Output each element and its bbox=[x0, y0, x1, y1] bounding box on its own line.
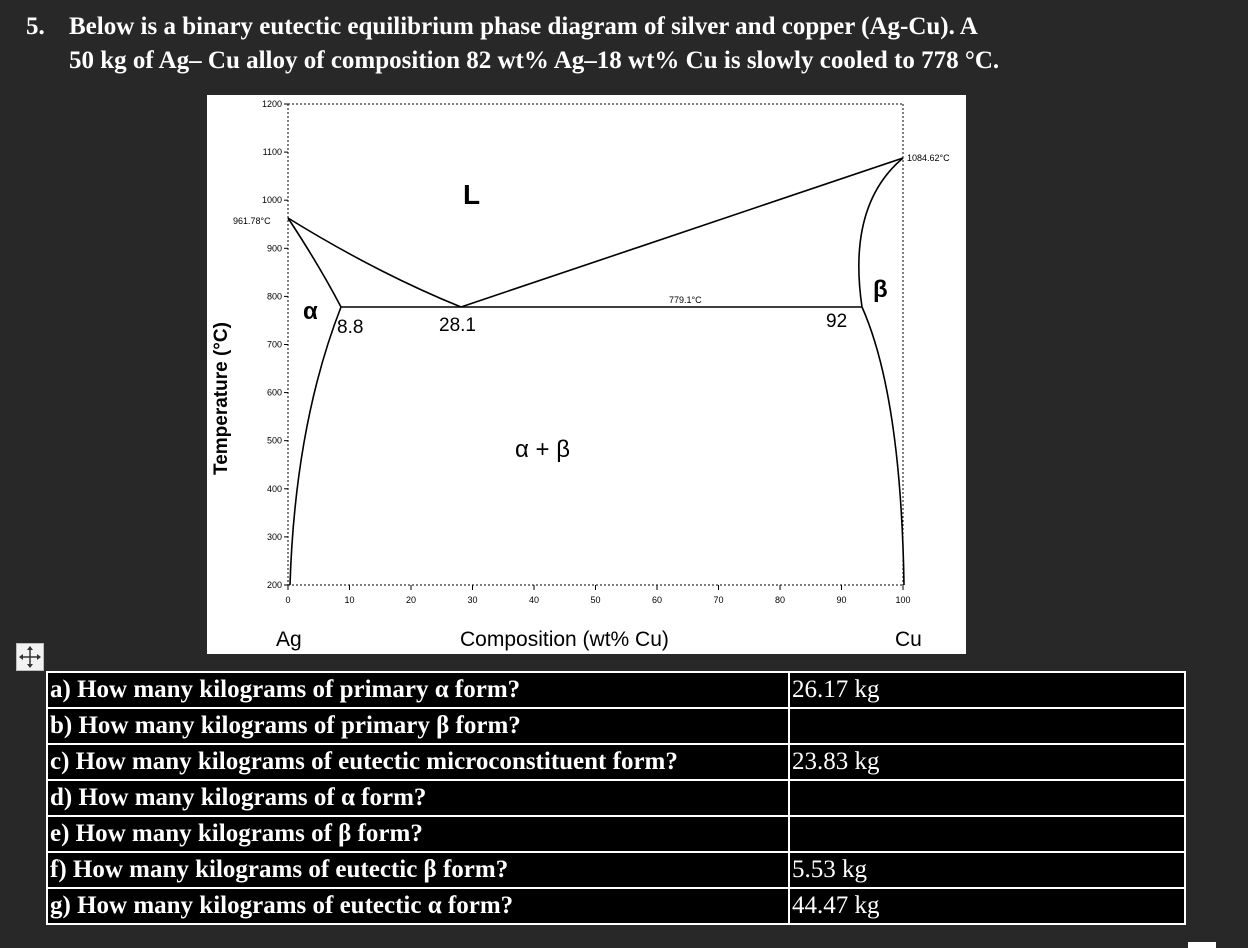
question-cell[interactable]: c) How many kilograms of eutectic microconstituent form? bbox=[47, 744, 789, 780]
liquidus-left bbox=[288, 218, 461, 307]
x-tick-label: 10 bbox=[344, 595, 355, 605]
beta-solubility-label: 92 bbox=[826, 311, 848, 332]
x-tick-label: 60 bbox=[651, 595, 663, 605]
y-tick-label: 1200 bbox=[261, 99, 282, 109]
answer-cell[interactable]: 5.53 kg bbox=[789, 852, 1185, 888]
question-cell[interactable]: a) How many kilograms of primary α form? bbox=[47, 672, 789, 708]
question-cell[interactable]: f) How many kilograms of eutectic β form? bbox=[47, 852, 789, 888]
cu-melting-label: 1084.62°C bbox=[907, 153, 950, 163]
y-tick-label: 1000 bbox=[261, 195, 282, 206]
liquidus-right bbox=[461, 158, 903, 307]
plot-frame bbox=[288, 104, 903, 585]
y-tick-label: 200 bbox=[266, 580, 282, 590]
phase-L-label: L bbox=[463, 179, 481, 210]
eutectic-temp-label: 779.1°C bbox=[669, 295, 702, 305]
phase-alpha-label: α bbox=[303, 298, 318, 325]
x-tick-label: 40 bbox=[528, 595, 540, 605]
alpha-solubility-label: 8.8 bbox=[337, 317, 364, 338]
eutectic-composition-label: 28.1 bbox=[439, 315, 476, 336]
y-tick-label: 300 bbox=[266, 531, 282, 542]
table-row bbox=[47, 672, 1185, 708]
table-row bbox=[47, 888, 1185, 924]
solidus-left bbox=[288, 218, 341, 307]
answer-cell[interactable] bbox=[789, 708, 1185, 744]
alpha-solvus bbox=[290, 307, 341, 585]
table-row bbox=[47, 780, 1185, 816]
table-resize-handle[interactable] bbox=[1188, 942, 1216, 948]
beta-solvus bbox=[862, 307, 904, 585]
table-row bbox=[47, 852, 1185, 888]
y-tick-label: 400 bbox=[266, 483, 282, 494]
answer-cell[interactable]: 44.47 kg bbox=[789, 888, 1185, 924]
x-tick-label: 80 bbox=[774, 595, 786, 605]
question-cell[interactable]: e) How many kilograms of β form? bbox=[47, 816, 789, 852]
y-tick-label: 900 bbox=[266, 243, 282, 254]
table-row bbox=[47, 816, 1185, 852]
question-cell[interactable]: b) How many kilograms of primary β form? bbox=[47, 708, 789, 744]
x-tick-label: 50 bbox=[590, 595, 601, 605]
y-axis-label: Temperature (°C) bbox=[211, 322, 232, 475]
left-component-label: Ag bbox=[276, 628, 302, 651]
y-tick-label: 800 bbox=[266, 291, 282, 302]
x-tick-label: 30 bbox=[467, 595, 478, 605]
x-tick-label: 0 bbox=[285, 595, 291, 605]
answers-table bbox=[46, 671, 1186, 925]
question-cell[interactable]: g) How many kilograms of eutectic α form? bbox=[47, 888, 789, 924]
right-component-label: Cu bbox=[895, 628, 922, 651]
phase-beta-label: β bbox=[873, 276, 888, 303]
table-move-handle[interactable] bbox=[16, 643, 44, 671]
y-tick-label: 500 bbox=[266, 435, 282, 446]
phase-diagram-svg bbox=[207, 95, 966, 654]
y-tick-label: 1100 bbox=[262, 147, 282, 158]
ag-melting-label: 961.78°C bbox=[233, 216, 271, 226]
y-tick-label: 700 bbox=[266, 339, 282, 350]
question-number: 5. bbox=[26, 13, 45, 40]
table-row bbox=[47, 708, 1185, 744]
table-row bbox=[47, 744, 1185, 780]
y-tick-label: 600 bbox=[266, 387, 282, 398]
question-line-2: 50 kg of Ag– Cu alloy of composition 82 wt% Ag–18 wt% Cu is slowly cooled to 778 °C. bbox=[69, 47, 1000, 74]
answer-cell[interactable]: 26.17 kg bbox=[789, 672, 1185, 708]
answer-cell[interactable]: 23.83 kg bbox=[789, 744, 1185, 780]
answer-cell[interactable] bbox=[789, 816, 1185, 852]
question-line-1: Below is a binary eutectic equilibrium phase diagram of silver and copper (Ag-Cu). A bbox=[69, 13, 978, 40]
x-tick-label: 100 bbox=[895, 595, 911, 605]
x-tick-label: 70 bbox=[713, 595, 724, 605]
answer-cell[interactable] bbox=[789, 780, 1185, 816]
move-arrows-icon bbox=[17, 644, 43, 670]
x-tick-label: 20 bbox=[405, 595, 417, 605]
x-tick-label: 90 bbox=[836, 595, 847, 605]
phase-diagram bbox=[207, 95, 966, 654]
two-phase-label: α + β bbox=[515, 436, 571, 463]
axis-ticks bbox=[262, 99, 911, 605]
x-axis-label: Composition (wt% Cu) bbox=[460, 628, 669, 651]
question-cell[interactable]: d) How many kilograms of α form? bbox=[47, 780, 789, 816]
